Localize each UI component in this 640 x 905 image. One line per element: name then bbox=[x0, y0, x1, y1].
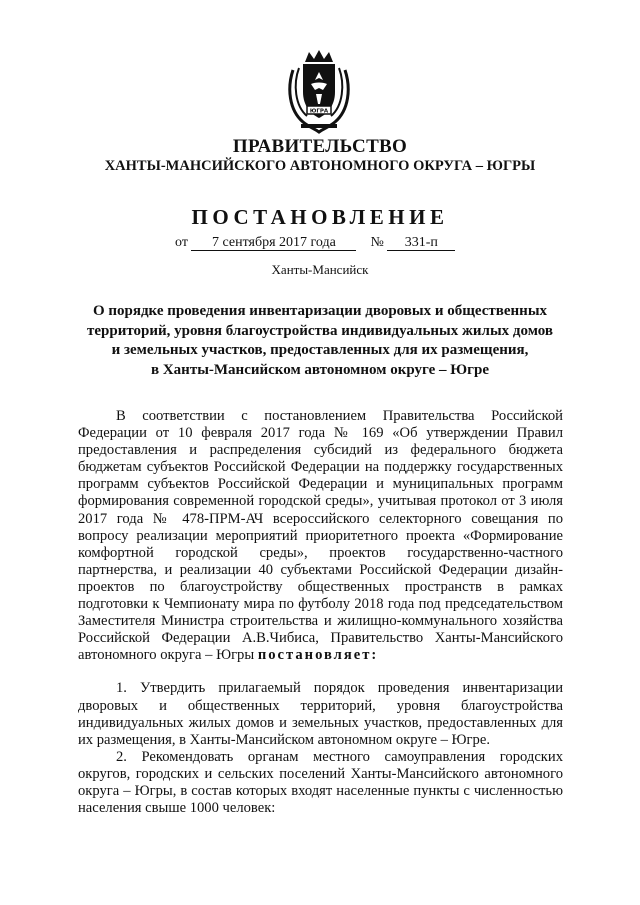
region-heading: ХАНТЫ-МАНСИЙСКОГО АВТОНОМНОГО ОКРУГА – ЮГРЫ bbox=[104, 158, 536, 174]
title-line: О порядке проведения инвентаризации дворовых и общественных bbox=[92, 303, 548, 319]
document-number: 331-п bbox=[387, 235, 455, 251]
title-line: и земельных участков, предоставленных для их размещения, bbox=[111, 342, 529, 358]
city-label: Ханты-Мансийск bbox=[271, 262, 369, 277]
preamble-text: В соответствии с постановлением Правительства Российской Федерации от 10 февраля 2017 года № 169 «Об утверждении Правил предоставления и распределения субсидий из федерального бюджета бюджетам субъектов Российской Федерации на поддержку государственных программ субъектов Российской Федерации и муниципальных программ формирования современной городской среды», учитывая протокол от 3 июля 2017 года № 478-ПРМ-АЧ всероссийского селекторного совещания по вопросу реализации мероприятий приоритетного проекта «Формирование комфортной городской среды», проектов государственно-частного партнерства, и реализации 40 субъектами Российской Федерации дизайн-проектов по благоустройству общественных пространств в рамках подготовки к Чемпионату мира по футболу 2018 года под председательством Заместителя Министра строительства и жилищно-коммунального хозяйства Российской Федерации А.В.Чибиса, Правительство Ханты-Мансийского автономного округа – Югры bbox=[78, 408, 563, 664]
date-line bbox=[175, 235, 455, 251]
date-from-label: от bbox=[175, 235, 188, 250]
document-number-label: № bbox=[370, 235, 384, 250]
government-heading: ПРАВИТЕЛЬСТВО bbox=[232, 136, 408, 157]
document-title bbox=[70, 302, 570, 380]
item-2-paragraph: 2. Рекомендовать органам местного самоуправления городских округов, городских и сельских поселений Ханты-Мансийского автономного округа – Югры, в состав которых входят населенные пункты с численностью населения свыше 1000 человек: bbox=[78, 748, 563, 817]
document-type-heading: ПОСТАНОВЛЕНИЕ bbox=[191, 205, 449, 229]
coat-of-arms-emblem-icon bbox=[283, 48, 355, 134]
decree-colon: : bbox=[371, 647, 377, 664]
preamble-paragraph bbox=[78, 408, 563, 664]
title-line: в Ханты-Мансийском автономном округе – Югре bbox=[151, 361, 489, 378]
decree-word: постановляет bbox=[257, 647, 372, 664]
title-line: территорий, уровня благоустройства индивидуальных жилых домов bbox=[87, 322, 553, 339]
document-date: 7 сентября 2017 года bbox=[191, 235, 356, 251]
item-1-paragraph: 1. Утвердить прилагаемый порядок проведения инвентаризации дворовых и общественных территорий, уровня благоустройства индивидуальных жилых домов и земельных участков, предоставленных для их размещения, в Ханты-Мансийском автономном округе – Югре. bbox=[78, 680, 563, 748]
document-body bbox=[78, 408, 563, 817]
emblem-ribbon-text: ЮГРА bbox=[309, 108, 329, 115]
